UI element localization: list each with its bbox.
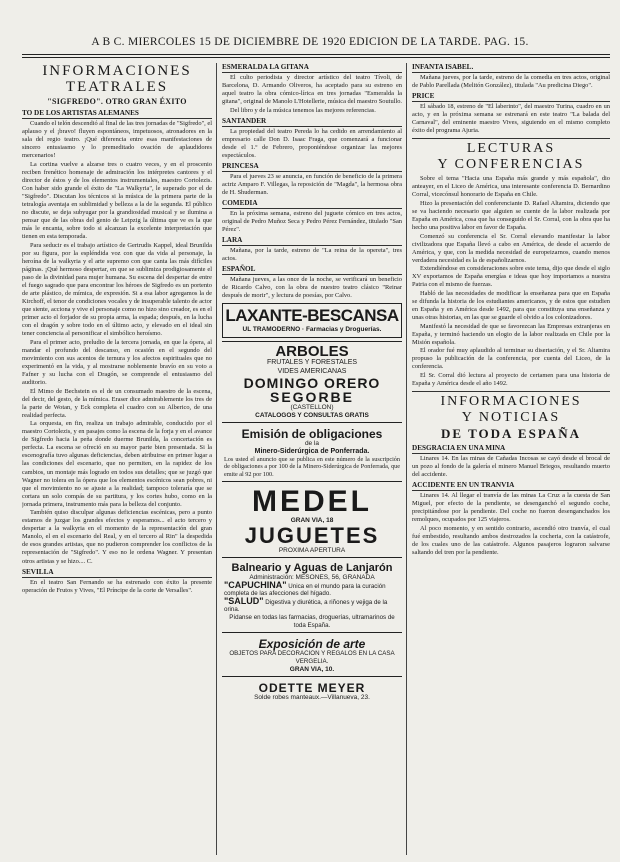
article-kicker: TO DE LOS ARTISTAS ALEMANES	[22, 109, 212, 119]
page-header: A B C. MIERCOLES 15 DE DICIEMBRE DE 1920 EDICION DE LA TARDE. PAG. 15.	[91, 36, 529, 48]
paragraph: En el teatro San Fernando se ha estrenado con éxito la presente operación de Frutos y Vives, "El Príncipe de la corte de Versalles".	[22, 578, 212, 594]
ad-arboles-province: (CASTELLON)	[290, 403, 334, 411]
ad-laxante-tagline: UL TRAMODERNO · Farmacias y Droguerías.	[242, 326, 382, 334]
ad-medel-opening: PROXIMA APERTURA	[278, 546, 346, 554]
mina-kicker: DESGRACIA EN UNA MINA	[412, 444, 610, 454]
paragraph: Para seducir es el trabajo artístico de Gertrudis Kappel, ideal Brunilda por su figura, por la espléndida voz con que da vida al personaje, la heroína de la walkyria y el arte supremo con que canta las más difíciles páginas. ¡Qué hermoso despertar, en que se sublimiza prodigiosamente el paso de la divinidad para mujer humana. Su escena del despertar de entre el fuego sagrado que para encontrar los héroes de Sigfredo es un portento de arte plástico, de mímica, de expresión. Si a esa labor agregamos la de Kirchoff, el tenor de condiciones vocales y de insuperable talento de actor que siente, acciona y vive el personaje como no hizo sino creador, es en el primer acto el forjador de su propia arma, la espada; después, en la lucha con el dragón y sobre todo en el último acto, y elevado en el ideal sin tener conciencia al personificar el simbólico heroísmo.	[22, 241, 212, 338]
paragraph: La cortina vuelve a alzarse tres o cuatro veces, y en el proscenio reciben frenético homenaje de admiración los intérpretes cantores y el director de éstos y de los elementos instrumentales, maestro Cortolezis. Con haber sido grande el éxito de "La Walkyria", le superado por el de "Sigfredo". Discutan los técnicos si la música de la primera parte de la tetralogía aventaja en sublimidad y belleza a la de la segunda. El público no discute, se deja subyugar por la grandiosidad musical y se ilumina a pensar que de las obras del genio de Leipzig la última que ve es la que más le encanta, sobre todo si alcanzan la excelente interpretación que tienen en esta temporada.	[22, 160, 212, 241]
section-title-noticias: Y NOTICIAS	[461, 410, 561, 425]
column-1	[22, 63, 212, 853]
ad-odette-address: Solde robes manteaux.—Villanueva, 23.	[254, 694, 370, 702]
article-subtitle: "SIGFREDO". OTRO GRAN ÉXITO	[47, 97, 187, 106]
ad-obligaciones	[222, 426, 402, 482]
ad-odette	[222, 680, 402, 704]
ad-obligaciones-line: de la	[304, 439, 320, 447]
ad-lanjaron-address: Administración: MESONES, 56, GRANADA	[249, 573, 375, 581]
paragraph: Mañana jueves, a las once de la noche, se verificará un beneficio de Ricardo Calvo, con la obra de nuestro teatro clásico "Reinar después de morir", y lectura de poesías, por Calvo.	[222, 276, 402, 300]
ad-laxante-brand: LAXANTE-BESCANSA	[225, 306, 399, 326]
column-separator-2	[406, 63, 407, 855]
paragraph: El sábado 18, estreno de "El laberinto", del maestro Turina, cuadro en un acto, y en la próxima semana se estrenará en este teatro "La balada del Carnaval", del eminente maestro Vives, siguiendo en el mismo completo éxito del programa Ajuria.	[412, 103, 610, 135]
ad-exposicion-text: OBJETOS PARA DECORACION Y REGALOS EN LA CASA VERGELIA.	[229, 650, 395, 666]
ad-arboles-title: ARBOLES	[275, 343, 349, 361]
ad-exposicion-address: GRAN VIA, 10.	[289, 666, 335, 674]
ad-lanjaron	[222, 561, 402, 634]
ad-lanjaron-title: Balneario y Aguas de Lanjarón	[231, 561, 393, 574]
infanta-kicker: INFANTA ISABEL.	[412, 63, 610, 73]
paragraph: Mañana jueves, por la tarde, estreno de la comedia en tres actos, original de Pablo Parellada (Melitón González), titulada "Au predicina Diego".	[412, 74, 610, 90]
paragraph: El culto periodista y director artístico del teatro Tívoli, de Barcelona, D. Armando Oliveros, ha aceptado para su estreno en aquel teatro la obra cómico-lírica en tres jornadas "Esmeralda la gitana", original de Manolo L'Hotellerie, música del maestro Soutullo.	[222, 74, 402, 106]
paragraph: Hizo la presentación del conferenciante D. Rafael Altamira, diciendo que se va haciendo necesario que alguien se cuente de la labor realizada por España en América, cosa que ha conseguido el Sr. Corral, con la obra que ha hecho una positiva labor en favor de España.	[412, 199, 610, 232]
price-kicker: PRICE	[412, 92, 610, 102]
ad-odette-title: ODETTE MEYER	[258, 681, 366, 696]
ad-laxante	[222, 303, 402, 338]
santander-kicker: SANTANDER	[222, 117, 402, 127]
ad-arboles	[222, 341, 402, 422]
paragraph: Para el primer acto, preludio de la tercera jornada, en que la ópera, al mandar el profundo del descanso, en ocasión en el segundo del movimiento con sus acentos de ternura y los afectos espirituales que no experimentó en la vida, y al mostrarse noblemente bravío en su voto a Fafner y su lucha con el Dragón, se comprende el entusiasmo del auditorio.	[22, 338, 212, 386]
paragraph: Linares 14. Al llegar el tranvía de las minas La Cruz a la cuesta de San Miguel, por efecto de la pendiente, se desenganchó el segundo coche, precipitándose por la pendiente. Del coche no fueron desenganchados los remolques, ocupados por 125 viajeros.	[412, 492, 610, 524]
ad-arboles-name: DOMINGO ORERO	[243, 374, 381, 391]
ad-medel-brand: MEDEL	[252, 484, 372, 518]
tranvia-kicker: ACCIDENTE EN UN TRANVIA	[412, 481, 610, 491]
paragraph: El Sr. Corral dió lectura al proyecto de certamen para una historia de España y América desde el año 1492.	[412, 371, 610, 387]
section-title-conferencias: Y CONFERENCIAS	[437, 157, 585, 173]
ad-arboles-catalog: CATALOGOS Y CONSULTAS GRATIS	[255, 411, 369, 419]
comedia-kicker: COMEDIA	[222, 199, 402, 209]
section-title-toda-espana: DE TODA ESPAÑA	[441, 426, 581, 441]
section-title-lecturas: LECTURAS	[466, 141, 556, 157]
paragraph: Comenzó su conferencia el Sr. Corral elevando manifestar la labor civilizadora que España llevó a cabo en América, de desde el acuerdo de América, y que, con la medida necesidad de europeizarnos, cuando menos verdadera necesidad es la de españolizarnos.	[412, 232, 610, 264]
column-separator-1	[216, 63, 217, 855]
ad-arboles-town: SEGORBE	[269, 388, 354, 405]
ad-lanjaron-footer: Pídanse en todas las farmacias, droguerías, ultramarinos de toda España.	[229, 614, 395, 630]
section-title-informaciones: INFORMACIONES	[42, 63, 192, 79]
ad-medel-address: GRAN VIA, 18	[290, 516, 334, 524]
paragraph: En la próxima semana, estreno del juguete cómico en tres actos, original de Pedro Muñoz Seca y Pedro Pérez Fernández, titulado "San Pérez".	[222, 210, 402, 234]
column-3	[412, 63, 610, 853]
paragraph: El orador fué muy aplaudido al terminar su disertación, y el Sr. Altamira propuso la publicación de la conferencia, por cuenta del Liceo, de la conferencia.	[412, 347, 610, 371]
paragraph: Linares 14. En las minas de Cañadas Incosas se cayó desde el brocal de un pozo al fondo de la galería el minero Manuel Briegos, resultando muerto del accidente.	[412, 455, 610, 479]
paragraph: Cuando el telón descendió al final de las tres jornadas de "Sigfredo", el aplauso y el ¡bravo! fluyen espontáneos, impetuosos, atronadores en la sala del regio teatro. ¡Qué diferencia entre esas manifestaciones de sincero entusiasmo y lo premeditado ovación de aplaudidores mercenarios!	[22, 120, 212, 160]
esmeralda-kicker: ESMERALDA LA GITANA	[222, 63, 402, 73]
header-rule	[22, 54, 610, 55]
ad-obligaciones-title: Emisión de obligaciones	[241, 426, 383, 441]
header-rule-2	[22, 57, 610, 58]
paragraph: Sobre el tema "Hacia una España más grande y más española", dio anteayer, en el Liceo de América, una interesante conferencia D. Bernardino Corral, vicecónsul honorario de España en Chile.	[412, 175, 610, 199]
paragraph: Mañana, por la tarde, estreno de "La reina de la opereta", tres actos.	[222, 247, 402, 263]
ad-arboles-line: VIDES AMERICANAS	[277, 367, 347, 375]
paragraph: También quiso disculpar algunas deficiencias escénicas, pero a punto estamos de juzgar los grandes efectos y esperamos... el acto tercero y despertar a la walkyria en el momento de la representación del gran Manolo, el en el escenario del Real, y en el tercero al Rin" la despedida de esos grandes artistas, que no pudieron comprender los conflictos de la representación de "Sigfredo". Y eso no le ordena Wagner. Y presentan otros artistas y se hizo.... C.	[22, 509, 212, 565]
ad-lanjaron-capuchina-text: Unica en el mundo para la curación completa de las afecciones del hígado.	[224, 582, 386, 598]
paragraph: Habló de las necesidades de modificar la enseñanza para que en España se difunda la historia de los estudiantes americanos, y de estos que estudien en España y en América desde 1492, para que constituya una enseñanza y unas otras historias, en las que se guarde el olvido a los colonizadores.	[412, 289, 610, 322]
paragraph: Del libro y de la música tenemos las mejores referencias.	[230, 106, 376, 114]
ad-exposicion	[222, 636, 402, 677]
paragraph: La propiedad del teatro Pereda lo ha cedido en arrendamiento al empresario calle Don D. Isaac Fraga, que comenzará a funcionar desde el 1.º de Febrero, proponiéndose organizar las mejores espectáculos.	[222, 127, 402, 159]
paragraph: Para el jueves 23 se anuncia, en función de beneficio de la primera actriz Amparo F. Villegas, la reposición de "Magda", la hermosa obra de H. Shuderman.	[222, 172, 402, 197]
paragraph: Extendiéndose en consideraciones sobre este tema, dijo que desde el siglo XV exportamos de España energías e ideas que hoy importamos a nuestra Patria con el mismo de fuerzas.	[412, 265, 610, 289]
ad-obligaciones-company: Minero-Siderúrgica de Ponferrada.	[254, 447, 370, 455]
ad-lanjaron-salud: "SALUD"	[224, 595, 264, 606]
ad-medel-juguetes: JUGUETES	[244, 522, 380, 548]
column-2	[222, 63, 402, 853]
ad-lanjaron-salud-text: Digestiva y diurética, a riñones y vejiga de la orina.	[224, 598, 388, 614]
paragraph: La orquesta, en fin, realiza un trabajo admirable, conducido por el maestro Cortolezis, y en pasajes como la escena de la forja y en el avance de Sigfredo hacia la peña donde duerme Brunilda, la concertación es perfecta. La escena se ofreció en su mayor parte bien presentada. Si la escenografía tuvo algunas deficiencias, deben atribuirse en primer lugar a las condiciones del escenario, que no permiten, en la rapidez de los cambios, un montaje más logrado en todos sus detalles; que se juzgó que Wagner no tolera en la ópera que los elementos escénicos sean pobres, ni que el movimiento no se ajuste a la realidad; tampoco toleraría que se cortara un solo compás de su partitura, y los cortes hubo, como en la jornada primera, instrumento más para la belleza del conjunto.	[22, 420, 212, 508]
paragraph: Manifestó la necesidad de que se favorezcan las Empresas extranjeras en España, y terminó haciendo un elogio de la labor realizada en Chile por la Misión española.	[412, 322, 610, 346]
section-title-informaciones-2: INFORMACIONES	[440, 394, 582, 409]
espanol-kicker: ESPAÑOL	[222, 265, 402, 275]
ad-exposicion-title: Exposición de arte	[258, 637, 366, 652]
ad-medel	[222, 485, 402, 558]
ad-obligaciones-text: Los usted el anuncio que se publica en este número de la suscripción de obligaciones a por 100 de la Minero-Siderúrgica de Ponferrada, que emite al 92 por 100.	[224, 455, 400, 478]
section-title-teatrales: TEATRALES	[65, 79, 169, 95]
lara-kicker: LARA	[222, 236, 402, 246]
sevilla-kicker: SEVILLA	[22, 568, 212, 578]
princesa-kicker: PRINCESA	[222, 162, 402, 172]
paragraph: El Mimo de Bechstein es el de un consumado maestro de la escena, del decir, del gesto, de la mímica. Eraser dice admirablemente los tres de la parte de Wotan, y Eck completa el cuadro con su Alberico, de una realidad perfecta.	[22, 387, 212, 419]
ad-lanjaron-capuchina: "CAPUCHINA"	[224, 579, 287, 590]
ad-arboles-line: FRUTALES Y FORESTALES	[266, 359, 358, 367]
paragraph: Al poco momento, y en sentido contrario, ascendió otro tranvía, el cual fué embestido, resultando ambos destrozados la cocheria, con la catástrofe, de los cuales uno de las catástrofe. Algunos pasajeros lograron salvarse saltando del tren por la pendiente.	[412, 524, 610, 556]
